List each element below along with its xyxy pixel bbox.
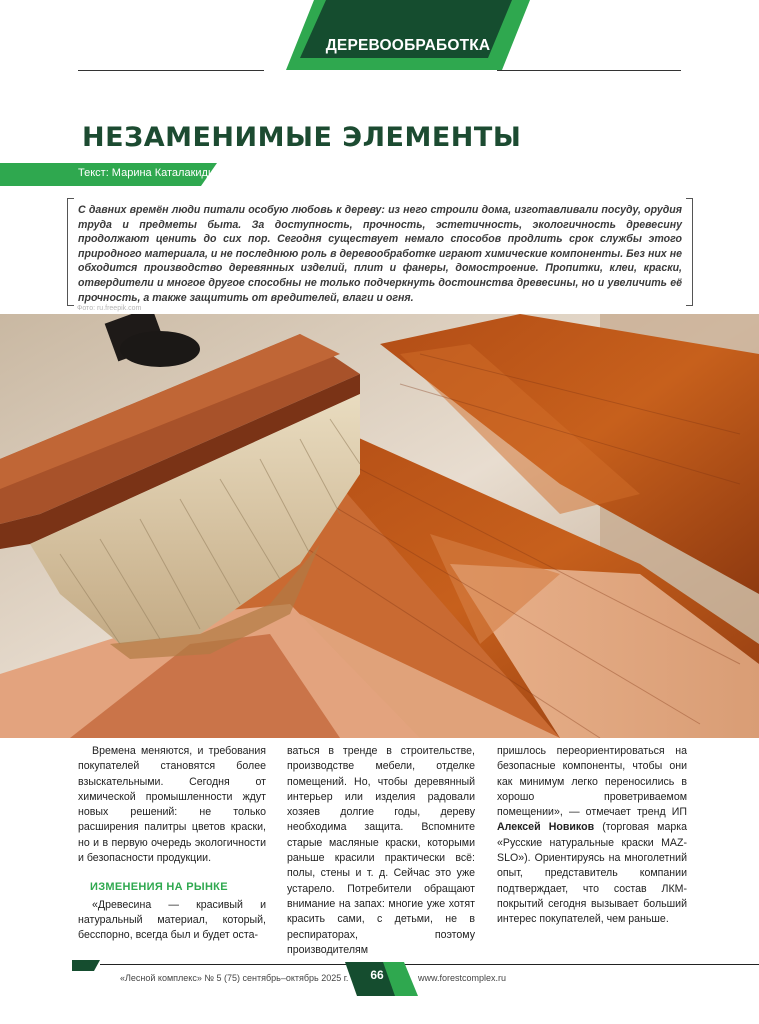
photo-brush-staining-wood (0, 314, 759, 738)
person-name: Алексей Новиков (497, 821, 595, 834)
paragraph: ваться в тренде в строительстве, производстве мебели, отделке помещений. Но, чтобы деревянный интерьер или изделия радовали хозяев долгие годы, дереву необходима защита. Вспомните старые масляные краски, которыми раньше красили практически всё: полы, стены и т. д. Сейчас это уже устарело. Потребители обращают внимание на запах: многие уже хотят красить сами, с детьми, не в респираторах, поэтому производителям (287, 745, 475, 956)
author-credit: Текст: Марина Каталакиди (78, 167, 215, 179)
article-lead: С давних времён люди питали особую любовь к дереву: из него строили дома, изготавливали посуду, орудия труда и предметы быта. За доступность, прочность, эстетичность, экологичность древесину продолжают ценить до сих пор. Сегодня существует немало способов продлить срок службы этого природного материала, и не последнюю роль в деревообработке играют химические компоненты. Без них не обходится производство деревянных изделий, плит и фанеры, домостроение. Пропитки, клеи, краски, отвердители и многое другое способны не только подчеркнуть достоинства древесины, но и увеличить её прочность, а также защитить от вредителей, влаги и огня. (78, 204, 682, 304)
article-title: НЕЗАМЕНИМЫЕ ЭЛЕМЕНТЫ (82, 122, 522, 153)
paragraph (497, 744, 687, 928)
header-rule-left (78, 70, 264, 71)
footer-marker (72, 960, 100, 971)
body-column-2 (287, 744, 475, 958)
section-label: ДЕРЕВООБРАБОТКА (325, 37, 491, 54)
page-number: 66 (370, 968, 384, 982)
body-column-1 (78, 744, 266, 944)
footer-rule (100, 964, 759, 965)
photo-credit: Фото: ru.freepik.com (77, 305, 142, 312)
body-column-3 (497, 744, 687, 928)
text-run: пришлось переориентироваться на безопасные компоненты, чтобы они как минимум легко переносились в хорошо проветриваемом помещении», — отмечает тренд ИП (497, 745, 687, 819)
lead-bracket-left (67, 198, 74, 306)
text-run: (торговая марка «Русские натуральные краски MAZ-SLO»). Ориентируясь на многолетний опыт, представитель компании подтверждает, что состав ЛКМ-покрытий сегодня вызывает больший интерес покупателей, чем раньше. (497, 821, 687, 926)
subheading: ИЗМЕНЕНИЯ НА РЫНКЕ (90, 881, 228, 894)
paragraph: Времена меняются, и требования покупателей становятся более взыскательными. Сегодня от химической промышленности ждут новых решений: не только расширения палитры цветов краски, но и в первую очередь экологичности и безопасности продукции. (78, 745, 266, 865)
lead-bracket-right (686, 198, 693, 306)
paragraph: «Древесина — красивый и натуральный материал, который, бесспорно, всегда был и будет оста- (78, 898, 266, 942)
website-link[interactable]: www.forestcomplex.ru (418, 973, 507, 983)
header-rule-right (497, 70, 681, 71)
journal-info: «Лесной комплекс» № 5 (75) сентябрь–октябрь 2025 г. (120, 973, 349, 983)
